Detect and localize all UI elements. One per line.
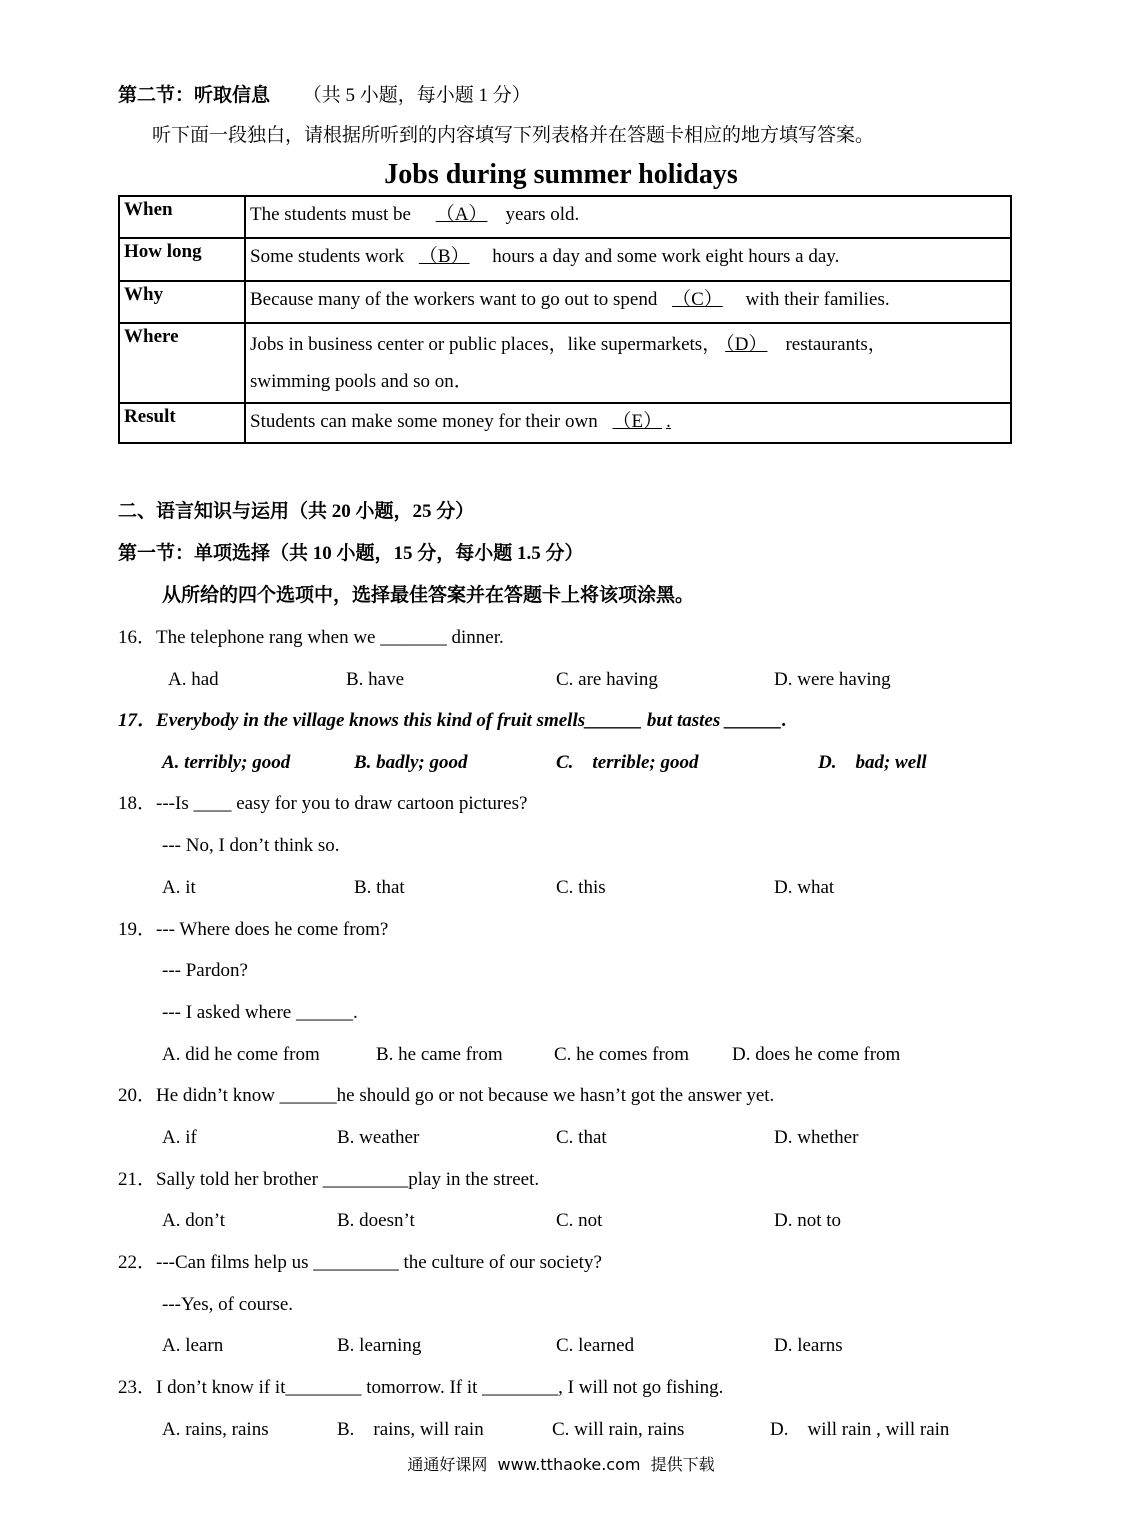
option-c: C. are having xyxy=(556,669,658,690)
options-17 xyxy=(0,753,1122,777)
row-text: restaurants， xyxy=(785,334,887,355)
row-text: . xyxy=(666,411,671,433)
section-instruction: 听下面一段独白，请根据所听到的内容填写下列表格并在答题卡相应的地方填写答案。 xyxy=(152,125,875,146)
question-number: 17． xyxy=(118,710,157,731)
option-b: B. he came from xyxy=(376,1044,503,1065)
question-text: --- Where does he come from? xyxy=(156,919,389,940)
option-c: C. terrible; good xyxy=(556,752,699,773)
question-text: Everybody in the village knows this kind of fruit smells______ but tastes ______. xyxy=(156,710,787,731)
question-21 xyxy=(118,1170,539,1191)
question-22-line2: ---Yes, of course. xyxy=(162,1294,294,1315)
question-19-line2: --- Pardon? xyxy=(162,960,248,981)
section-note: （共 5 小题，每小题 1 分） xyxy=(302,85,531,106)
answer-blank: （A） xyxy=(435,204,488,225)
question-text: ---Is ____ easy for you to draw cartoon pictures? xyxy=(156,793,528,814)
options-19 xyxy=(0,1045,1122,1069)
question-19-line3: --- I asked where ______. xyxy=(162,1002,358,1023)
option-b: B. rains, will rain xyxy=(337,1419,484,1440)
option-c: C. not xyxy=(556,1210,603,1231)
row-text: years old. xyxy=(505,204,580,225)
row-label: How long xyxy=(119,238,245,281)
page-footer: 通通好课网 www.tthaoke.com 提供下载 xyxy=(407,1455,715,1474)
option-c: C. that xyxy=(556,1127,607,1148)
option-b: B. doesn’t xyxy=(337,1210,415,1231)
row-text: swimming pools and so on． xyxy=(250,371,473,393)
option-d: D. what xyxy=(774,877,835,898)
option-d: D. bad; well xyxy=(818,752,927,773)
question-text: Sally told her brother _________play in the street. xyxy=(156,1169,540,1190)
question-text: The telephone rang when we _______ dinner. xyxy=(156,627,504,648)
row-label: Result xyxy=(119,403,245,443)
option-d: D. learns xyxy=(774,1335,843,1356)
question-text: He didn’t know ______he should go or not because we hasn’t got the answer yet. xyxy=(156,1085,775,1106)
option-a: A. terribly; good xyxy=(162,752,291,773)
option-a: A. don’t xyxy=(162,1210,225,1231)
table-row xyxy=(119,403,1011,443)
jobs-table xyxy=(118,195,1012,444)
answer-blank: （B） xyxy=(418,246,470,267)
table-row xyxy=(119,281,1011,323)
section-heading-line xyxy=(118,86,531,107)
row-text: with their families. xyxy=(740,289,890,310)
option-a: A. if xyxy=(162,1127,197,1148)
option-d: D. does he come from xyxy=(732,1044,901,1065)
answer-blank: （C） xyxy=(672,289,723,310)
option-a: A. rains, rains xyxy=(162,1419,269,1440)
option-b: B. that xyxy=(354,877,405,898)
option-c: C. this xyxy=(556,877,606,898)
option-d: D. not to xyxy=(774,1210,842,1231)
question-20 xyxy=(118,1086,774,1107)
question-number: 18． xyxy=(118,793,157,814)
question-text: I don’t know if it________ tomorrow. If it ________, I will not go fishing. xyxy=(156,1377,724,1398)
question-18 xyxy=(118,794,527,815)
option-a: A. did he come from xyxy=(162,1044,320,1065)
question-number: 21． xyxy=(118,1169,157,1190)
answer-blank: （D） xyxy=(725,334,768,355)
option-b: B. learning xyxy=(337,1335,422,1356)
row-label: Where xyxy=(119,323,245,403)
options-21 xyxy=(0,1211,1122,1235)
option-d: D. will rain , will rain xyxy=(770,1419,950,1440)
row-content xyxy=(245,238,1011,281)
row-text: Students can make some money for their own xyxy=(250,411,603,433)
row-text: The students must be xyxy=(250,204,416,225)
option-d: D. were having xyxy=(774,669,891,690)
options-22 xyxy=(0,1336,1122,1360)
table-row xyxy=(119,238,1011,281)
question-number: 23． xyxy=(118,1377,157,1398)
part2-heading: 二、语言知识与运用（共 20 小题，25 分） xyxy=(118,501,475,522)
option-c: C. will rain, rains xyxy=(552,1419,685,1440)
row-content xyxy=(245,323,1011,403)
part2-instruction: 从所给的四个选项中，选择最佳答案并在答题卡上将该项涂黑。 xyxy=(162,585,695,606)
question-text: ---Can films help us _________ the culture of our society? xyxy=(156,1252,602,1273)
table-row xyxy=(119,323,1011,403)
question-23 xyxy=(118,1378,723,1399)
option-b: B. weather xyxy=(337,1127,420,1148)
question-22 xyxy=(118,1253,602,1274)
options-23 xyxy=(0,1420,1122,1444)
option-d: D. whether xyxy=(774,1127,859,1148)
table-row xyxy=(119,196,1011,238)
option-a: A. had xyxy=(168,669,219,690)
row-content xyxy=(245,403,1011,443)
row-text: Jobs in business center or public places，like supermarkets， xyxy=(250,334,722,355)
row-content xyxy=(245,196,1011,238)
row-text: hours a day and some work eight hours a day. xyxy=(487,246,840,267)
option-b: B. badly; good xyxy=(354,752,468,773)
options-20 xyxy=(0,1128,1122,1152)
question-16 xyxy=(118,628,504,649)
question-number: 22． xyxy=(118,1252,157,1273)
question-19 xyxy=(118,920,388,941)
option-c: C. learned xyxy=(556,1335,635,1356)
question-number: 16． xyxy=(118,627,157,648)
table-title: Jobs during summer holidays xyxy=(384,159,738,190)
row-text: Some students work xyxy=(250,246,409,267)
part2-subheading: 第一节：单项选择（共 10 小题，15 分，每小题 1.5 分） xyxy=(118,543,584,564)
answer-blank: （E） xyxy=(612,411,663,433)
option-c: C. he comes from xyxy=(554,1044,690,1065)
question-18-line2: --- No, I don’t think so. xyxy=(162,835,340,856)
row-label: Why xyxy=(119,281,245,323)
row-text: Because many of the workers want to go out to spend xyxy=(250,289,663,310)
section-heading: 第二节：听取信息 xyxy=(118,85,271,106)
question-number: 19． xyxy=(118,919,157,940)
option-b: B. have xyxy=(346,669,405,690)
question-number: 20． xyxy=(118,1085,157,1106)
row-content xyxy=(245,281,1011,323)
option-a: A. learn xyxy=(162,1335,224,1356)
options-16 xyxy=(0,670,1122,694)
row-label: When xyxy=(119,196,245,238)
option-a: A. it xyxy=(162,877,196,898)
question-17 xyxy=(118,711,787,732)
options-18 xyxy=(0,878,1122,902)
